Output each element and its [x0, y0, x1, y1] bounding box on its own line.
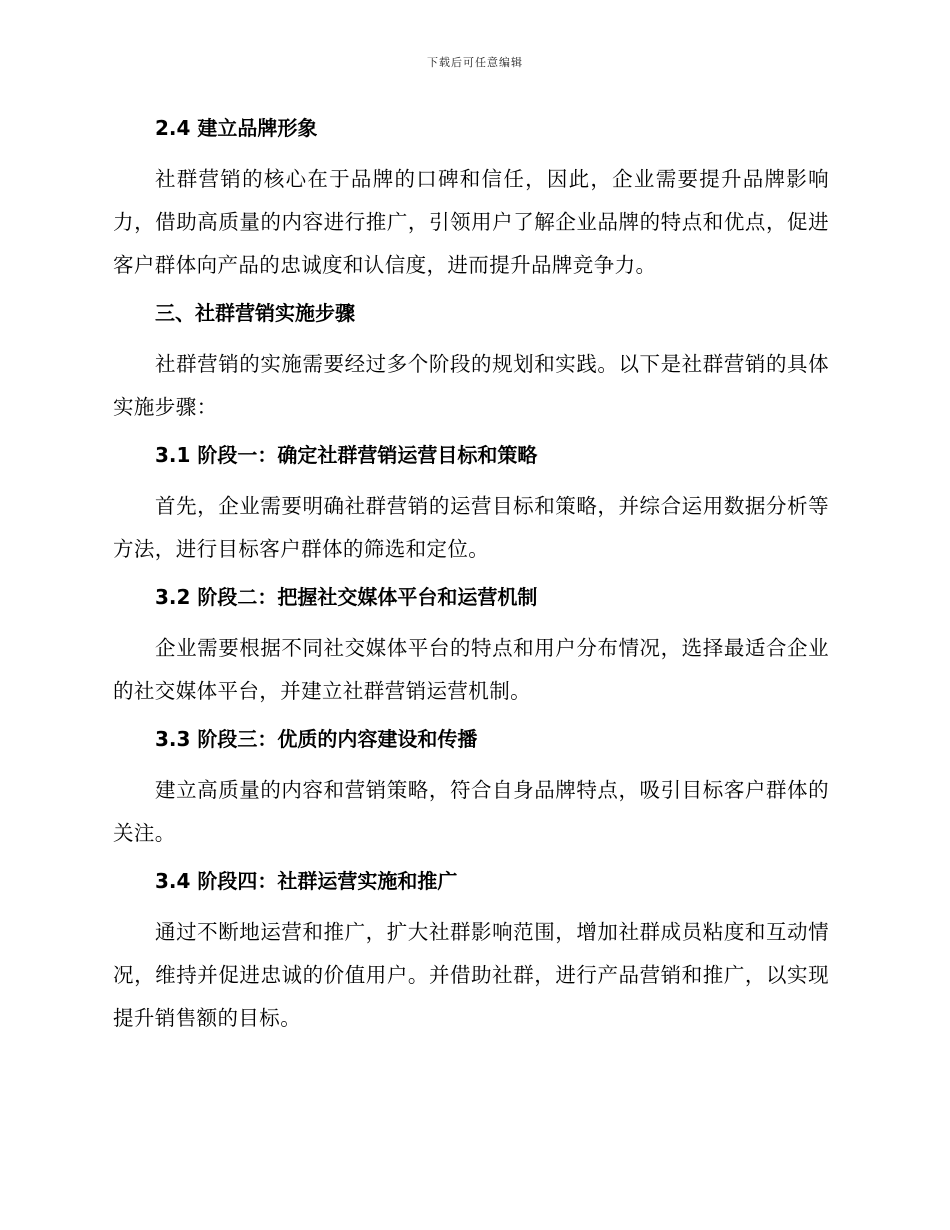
- document-body: [113, 110, 829, 1040]
- page-header: 下载后可任意编辑: [427, 56, 523, 69]
- paragraph-3-1: 首先，企业需要明确社群营销的运营目标和策略，并综合运用数据分析等方法，进行目标客户群体的筛选和定位。: [113, 494, 829, 561]
- section-heading-3-2: 3.2 阶段二：把握社交媒体平台和运营机制: [155, 585, 538, 609]
- section-heading-3: 三、社群营销实施步骤: [155, 301, 355, 325]
- paragraph-3: 社群营销的实施需要经过多个阶段的规划和实践。以下是社群营销的具体实施步骤：: [113, 352, 829, 419]
- paragraph-2-4: 社群营销的核心在于品牌的口碑和信任，因此，企业需要提升品牌影响力，借助高质量的内容进行推广，引领用户了解企业品牌的特点和优点，促进客户群体向产品的忠诚度和认信度，进而提升品牌竞争力。: [113, 167, 829, 277]
- paragraph-3-4: 通过不断地运营和推广，扩大社群影响范围，增加社群成员粘度和互动情况，维持并促进忠诚的价值用户。并借助社群，进行产品营销和推广，以实现提升销售额的目标。: [113, 920, 829, 1030]
- paragraph-3-2: 企业需要根据不同社交媒体平台的特点和用户分布情况，选择最适合企业的社交媒体平台，并建立社群营销运营机制。: [113, 636, 829, 703]
- section-heading-2-4: 2.4 建立品牌形象: [155, 116, 318, 140]
- section-heading-3-1: 3.1 阶段一：确定社群营销运营目标和策略: [155, 443, 538, 467]
- section-heading-3-4: 3.4 阶段四：社群运营实施和推广: [155, 869, 458, 893]
- paragraph-3-3: 建立高质量的内容和营销策略，符合自身品牌特点，吸引目标客户群体的关注。: [113, 778, 829, 845]
- section-heading-3-3: 3.3 阶段三：优质的内容建设和传播: [155, 727, 478, 751]
